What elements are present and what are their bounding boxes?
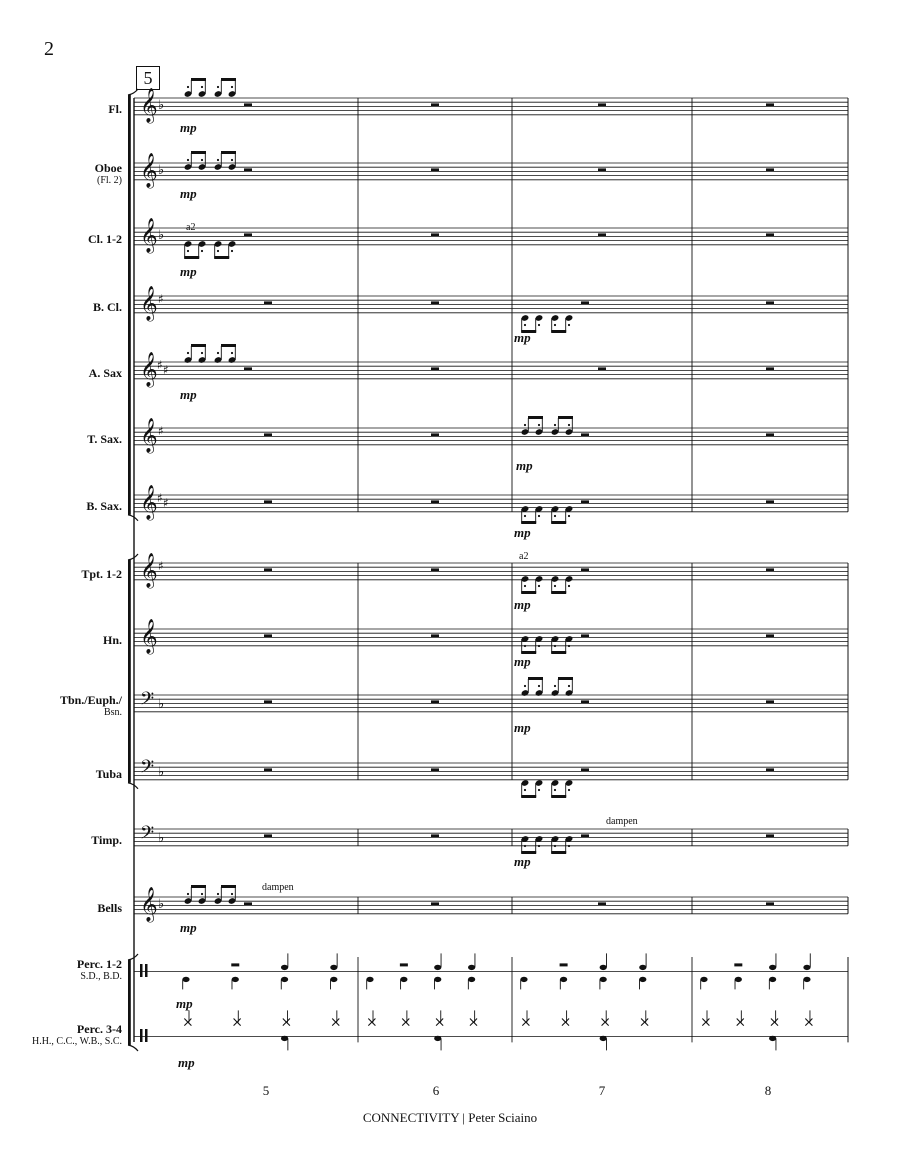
- flat-key-signature: ♭: [158, 765, 165, 780]
- cymbal-x-note: ×: [559, 1014, 572, 1031]
- staccato-dot: [554, 789, 556, 791]
- half-rest: [766, 634, 774, 637]
- beam: [214, 256, 229, 259]
- staccato-dot: [524, 789, 526, 791]
- wood-block-note: [600, 1036, 607, 1041]
- snare-note: [803, 965, 810, 970]
- half-rest: [581, 301, 589, 304]
- dynamic-marking: mp: [180, 387, 197, 402]
- staccato-dot: [217, 250, 219, 252]
- bass-drum-note: [330, 977, 337, 982]
- instrument-name: Perc. 1-2: [76, 957, 122, 971]
- cymbal-x-note: ×: [231, 1014, 244, 1031]
- beam: [558, 416, 573, 419]
- staccato-dot: [568, 845, 570, 847]
- dynamic-marking: mp: [514, 597, 531, 612]
- wood-block-note: [769, 1036, 776, 1041]
- bracket-hook: [128, 783, 138, 789]
- staccato-dot: [538, 324, 540, 326]
- rehearsal-mark: 5: [136, 66, 160, 90]
- wood-block-note: [281, 1036, 288, 1041]
- measure-number: 7: [598, 1083, 606, 1098]
- half-rest: [598, 367, 606, 370]
- dynamic-marking: mp: [180, 264, 197, 279]
- instrument-label: [4, 232, 122, 246]
- staccato-dot: [231, 86, 233, 88]
- instrument-label: [4, 1022, 122, 1048]
- cymbal-x-note: ×: [768, 1014, 781, 1031]
- percussion-clef-icon: [145, 964, 148, 977]
- staccato-dot: [538, 845, 540, 847]
- cymbal-x-note: ×: [280, 1014, 293, 1031]
- measure-number: 8: [764, 1083, 772, 1098]
- bass-drum-note: [520, 977, 527, 982]
- half-rest: [431, 902, 439, 905]
- half-rest: [431, 834, 439, 837]
- staccato-dot: [554, 424, 556, 426]
- snare-note: [330, 965, 337, 970]
- treble-clef-icon: 𝄞: [140, 286, 158, 321]
- treble-clef-icon: 𝄞: [140, 352, 158, 387]
- dynamic-marking: mp: [180, 920, 197, 935]
- instrument-name: Tuba: [95, 767, 122, 781]
- bass-drum-note: [400, 977, 407, 982]
- half-rest: [766, 367, 774, 370]
- instrument-name: Hn.: [102, 633, 122, 647]
- staccato-dot: [524, 685, 526, 687]
- cymbal-x-note: ×: [433, 1014, 446, 1031]
- dynamic-marking: mp: [180, 186, 197, 201]
- staccato-dot: [568, 324, 570, 326]
- staccato-dot: [231, 250, 233, 252]
- staccato-dot: [231, 893, 233, 895]
- instrument-name: Cl. 1-2: [88, 232, 122, 246]
- staccato-dot: [217, 352, 219, 354]
- snare-note: [600, 965, 607, 970]
- cymbal-x-note: ×: [700, 1014, 712, 1031]
- dynamic-marking: mp: [514, 525, 531, 540]
- half-rest: [244, 233, 252, 236]
- beam: [221, 78, 236, 81]
- bass-drum-note: [700, 977, 707, 982]
- half-rest: [766, 700, 774, 703]
- staccato-dot: [201, 159, 203, 161]
- beam: [551, 651, 566, 654]
- staccato-dot: [524, 324, 526, 326]
- staccato-dot: [524, 845, 526, 847]
- bass-drum-note: [600, 977, 607, 982]
- half-rest: [264, 700, 272, 703]
- half-rest: [581, 500, 589, 503]
- half-rest: [264, 834, 272, 837]
- staccato-dot: [217, 159, 219, 161]
- dampen-marking: dampen: [262, 882, 294, 893]
- half-rest: [581, 568, 589, 571]
- measure-number: 5: [262, 1083, 270, 1098]
- instrument-name: B. Sax.: [86, 499, 122, 513]
- percussion-clef-icon: [140, 1029, 143, 1042]
- half-rest: [766, 568, 774, 571]
- half-rest: [581, 700, 589, 703]
- snare-note: [468, 965, 475, 970]
- bass-drum-note: [281, 977, 288, 982]
- sharp-key-signature: ♯: [158, 424, 164, 438]
- beam: [521, 591, 536, 594]
- instrument-name: Fl.: [108, 102, 122, 116]
- footer-credit: CONNECTIVITY | Peter Sciaino: [362, 1110, 538, 1125]
- flat-key-signature: ♭: [158, 831, 165, 846]
- instrument-name: Oboe: [94, 161, 122, 175]
- half-rest: [264, 433, 272, 436]
- beam: [551, 795, 566, 798]
- instrument-label: [4, 300, 122, 314]
- instrument-label: [4, 567, 122, 581]
- staccato-dot: [538, 685, 540, 687]
- staccato-dot: [568, 585, 570, 587]
- sharp-key-signature: ♯: [158, 292, 164, 306]
- cymbal-x-note: ×: [399, 1014, 412, 1031]
- sharp-key-signature: ♯: [157, 358, 163, 372]
- staccato-dot: [187, 352, 189, 354]
- staccato-dot: [554, 515, 556, 517]
- half-rest: [264, 500, 272, 503]
- staccato-dot: [201, 86, 203, 88]
- half-rest: [244, 168, 252, 171]
- staccato-dot: [524, 424, 526, 426]
- half-rest: [264, 568, 272, 571]
- snare-note: [281, 965, 288, 970]
- treble-clef-icon: 𝄞: [140, 418, 158, 453]
- half-rest: [431, 233, 439, 236]
- beam: [551, 330, 566, 333]
- instrument-label: [4, 693, 122, 719]
- staccato-dot: [201, 893, 203, 895]
- a2-marking: a2: [186, 222, 196, 233]
- beam: [191, 885, 206, 888]
- cymbal-x-note: ×: [329, 1014, 342, 1031]
- staccato-dot: [554, 845, 556, 847]
- half-rest: [581, 768, 589, 771]
- staccato-dot: [231, 159, 233, 161]
- bass-clef-icon: 𝄢: [140, 823, 155, 848]
- half-rest: [766, 301, 774, 304]
- half-rest: [264, 301, 272, 304]
- instrument-label: [4, 366, 122, 380]
- flat-key-signature: ♭: [158, 228, 165, 243]
- half-rest: [766, 902, 774, 905]
- percussion-clef-icon: [140, 964, 143, 977]
- half-rest: [581, 634, 589, 637]
- flat-key-signature: ♭: [158, 163, 165, 178]
- staccato-dot: [524, 585, 526, 587]
- staccato-dot: [568, 685, 570, 687]
- beam: [221, 885, 236, 888]
- staccato-dot: [568, 789, 570, 791]
- staccato-dot: [538, 645, 540, 647]
- beam: [221, 151, 236, 154]
- staccato-dot: [554, 324, 556, 326]
- instrument-label: [4, 499, 122, 513]
- flat-key-signature: ♭: [158, 897, 165, 912]
- half-rest: [598, 902, 606, 905]
- half-rest: [766, 500, 774, 503]
- sharp-key-signature: ♯: [163, 496, 169, 510]
- beam: [551, 591, 566, 594]
- bass-drum-note: [560, 977, 567, 982]
- dynamic-marking: mp: [514, 720, 531, 735]
- half-rest: [581, 834, 589, 837]
- staccato-dot: [568, 424, 570, 426]
- staccato-dot: [554, 685, 556, 687]
- instrument-name: Tbn./Euph./: [59, 693, 122, 707]
- half-rest: [734, 963, 742, 966]
- page-number: 2: [44, 38, 54, 60]
- instrument-name: B. Cl.: [92, 300, 122, 314]
- flat-key-signature: ♭: [158, 98, 165, 113]
- beam: [551, 521, 566, 524]
- flat-key-signature: ♭: [158, 697, 165, 712]
- staccato-dot: [538, 515, 540, 517]
- bass-clef-icon: 𝄢: [140, 757, 155, 782]
- dynamic-marking: mp: [178, 1055, 195, 1070]
- instrument-label: [4, 767, 122, 781]
- dynamic-marking: mp: [514, 654, 531, 669]
- instrument-subtitle: S.D., B.D.: [80, 971, 122, 982]
- staccato-dot: [524, 645, 526, 647]
- beam: [528, 677, 543, 680]
- beam: [551, 851, 566, 854]
- group-bracket: [128, 95, 131, 515]
- half-rest: [766, 433, 774, 436]
- half-rest: [598, 233, 606, 236]
- cymbal-x-note: ×: [520, 1014, 532, 1031]
- dynamic-marking: mp: [514, 854, 531, 869]
- half-rest: [400, 963, 408, 966]
- snare-note: [639, 965, 646, 970]
- instrument-label: [4, 102, 122, 116]
- half-rest: [244, 367, 252, 370]
- bass-drum-note: [182, 977, 189, 982]
- instrument-subtitle: (Fl. 2): [97, 175, 122, 186]
- half-rest: [766, 834, 774, 837]
- treble-clef-icon: 𝄞: [140, 218, 158, 253]
- staccato-dot: [187, 893, 189, 895]
- staccato-dot: [568, 645, 570, 647]
- instrument-name: Timp.: [91, 833, 122, 847]
- half-rest: [431, 634, 439, 637]
- dynamic-marking: mp: [176, 996, 193, 1011]
- sharp-key-signature: ♯: [157, 491, 163, 505]
- staccato-dot: [231, 352, 233, 354]
- percussion-clef-icon: [145, 1029, 148, 1042]
- wood-block-note: [434, 1036, 441, 1041]
- sharp-key-signature: ♯: [158, 559, 164, 573]
- cymbal-x-note: ×: [638, 1014, 651, 1031]
- instrument-label: [4, 833, 122, 847]
- staccato-dot: [538, 585, 540, 587]
- beam: [184, 256, 199, 259]
- bracket-hook: [128, 89, 138, 95]
- half-rest: [560, 963, 568, 966]
- treble-clef-icon: 𝄞: [140, 153, 158, 188]
- half-rest: [264, 768, 272, 771]
- half-rest: [431, 433, 439, 436]
- a2-marking: a2: [519, 551, 529, 562]
- half-rest: [431, 103, 439, 106]
- staccato-dot: [568, 515, 570, 517]
- staccato-dot: [538, 789, 540, 791]
- staccato-dot: [187, 159, 189, 161]
- instrument-name: Tpt. 1-2: [81, 567, 122, 581]
- staccato-dot: [554, 645, 556, 647]
- beam: [191, 344, 206, 347]
- beam: [191, 78, 206, 81]
- instrument-label: [4, 957, 122, 983]
- sharp-key-signature: ♯: [163, 363, 169, 377]
- beam: [221, 344, 236, 347]
- dynamic-marking: mp: [514, 330, 531, 345]
- half-rest: [244, 902, 252, 905]
- half-rest: [431, 367, 439, 370]
- instrument-label: [4, 901, 122, 915]
- treble-clef-icon: 𝄞: [140, 88, 158, 123]
- dynamic-marking: mp: [516, 458, 533, 473]
- staccato-dot: [201, 250, 203, 252]
- group-bracket: [128, 560, 131, 783]
- beam: [191, 151, 206, 154]
- cymbal-x-note: ×: [599, 1014, 611, 1031]
- staccato-dot: [554, 585, 556, 587]
- half-rest: [581, 433, 589, 436]
- staccato-dot: [538, 424, 540, 426]
- instrument-name: A. Sax: [88, 366, 122, 380]
- half-rest: [431, 568, 439, 571]
- half-rest: [231, 963, 239, 966]
- treble-clef-icon: 𝄞: [140, 553, 158, 588]
- bass-drum-note: [803, 977, 810, 982]
- half-rest: [264, 634, 272, 637]
- cymbal-x-note: ×: [802, 1014, 815, 1031]
- cymbal-x-note: ×: [182, 1014, 194, 1031]
- cymbal-x-note: ×: [366, 1014, 378, 1031]
- treble-clef-icon: 𝄞: [140, 485, 158, 520]
- half-rest: [766, 768, 774, 771]
- half-rest: [598, 168, 606, 171]
- half-rest: [244, 103, 252, 106]
- half-rest: [431, 301, 439, 304]
- bass-drum-note: [639, 977, 646, 982]
- bass-clef-icon: 𝄢: [140, 689, 155, 714]
- bass-drum-note: [769, 977, 776, 982]
- group-bracket: [128, 960, 131, 1045]
- instrument-name: Bells: [97, 901, 122, 915]
- treble-clef-icon: 𝄞: [140, 619, 158, 654]
- beam: [528, 416, 543, 419]
- bracket-hook: [128, 515, 138, 521]
- cymbal-x-note: ×: [734, 1014, 747, 1031]
- bass-drum-note: [366, 977, 373, 982]
- measure-number: 6: [432, 1083, 440, 1098]
- bracket-hook: [128, 1045, 138, 1051]
- staccato-dot: [201, 352, 203, 354]
- half-rest: [766, 233, 774, 236]
- treble-clef-icon: 𝄞: [140, 887, 158, 922]
- instrument-label: [4, 633, 122, 647]
- instrument-name: Perc. 3-4: [76, 1022, 122, 1036]
- instrument-subtitle: H.H., C.C., W.B., S.C.: [31, 1036, 122, 1047]
- half-rest: [766, 103, 774, 106]
- half-rest: [766, 168, 774, 171]
- dampen-marking: dampen: [606, 816, 638, 827]
- staccato-dot: [187, 86, 189, 88]
- half-rest: [431, 700, 439, 703]
- half-rest: [431, 500, 439, 503]
- dynamic-marking: mp: [180, 120, 197, 135]
- half-rest: [598, 103, 606, 106]
- instrument-label: [4, 161, 122, 187]
- half-rest: [431, 168, 439, 171]
- bracket-hook: [128, 554, 138, 560]
- snare-note: [434, 965, 441, 970]
- beam: [521, 521, 536, 524]
- staccato-dot: [217, 893, 219, 895]
- half-rest: [431, 768, 439, 771]
- snare-note: [769, 965, 776, 970]
- bass-drum-note: [434, 977, 441, 982]
- bass-drum-note: [232, 977, 239, 982]
- bracket-hook: [128, 954, 138, 960]
- instrument-label: [4, 432, 122, 446]
- bass-drum-note: [735, 977, 742, 982]
- bass-drum-note: [468, 977, 475, 982]
- staccato-dot: [187, 250, 189, 252]
- beam: [558, 677, 573, 680]
- instrument-subtitle: Bsn.: [103, 707, 122, 718]
- cymbal-x-note: ×: [467, 1014, 480, 1031]
- beam: [521, 795, 536, 798]
- staccato-dot: [524, 515, 526, 517]
- staccato-dot: [217, 86, 219, 88]
- instrument-name: T. Sax.: [87, 432, 122, 446]
